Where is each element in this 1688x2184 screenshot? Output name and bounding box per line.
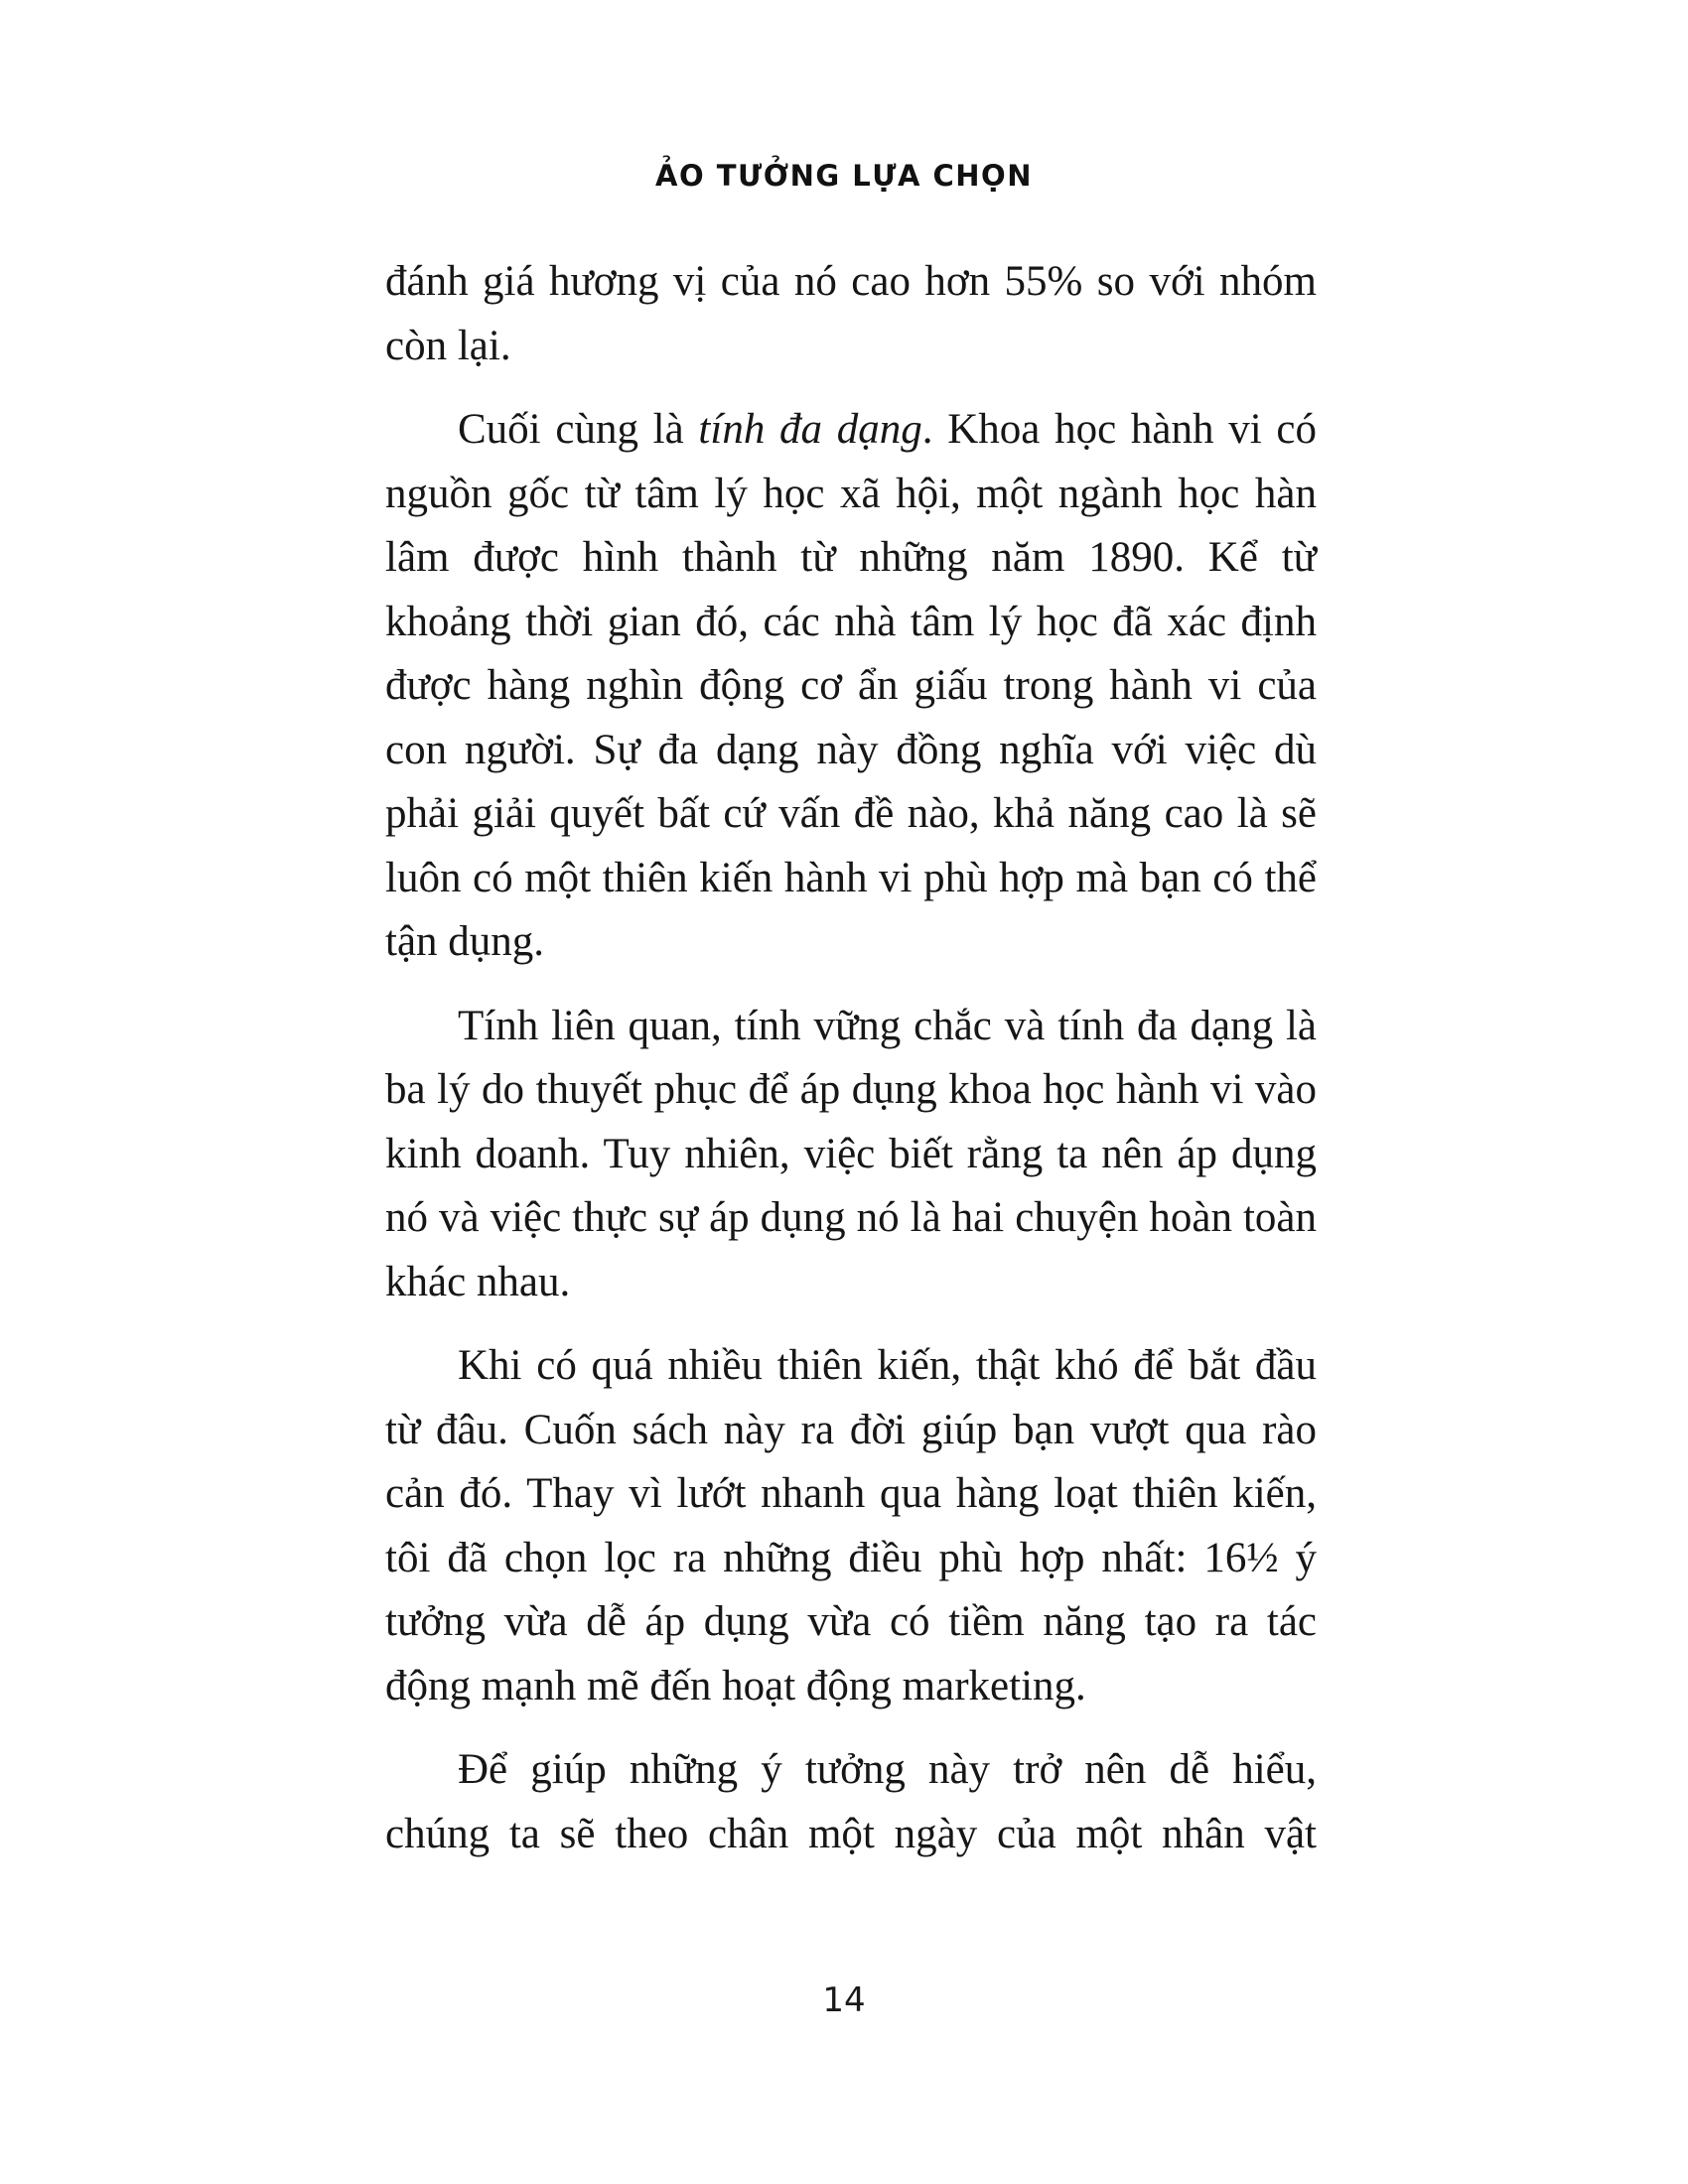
paragraph-book-purpose: Khi có quá nhiều thiên kiến, thật khó để bắt đầu từ đâu. Cuốn sách này ra đời giúp bạn vượt qua rào cản đó. Thay vì lướt nhanh qua hàng loạt thiên kiến, tôi đã chọn lọc ra những điều phù hợp nhất: 16½ ý tưởng vừa dễ áp dụng vừa có tiềm năng tạo ra tác động mạnh mẽ đến hoạt động marketing. [385,1342,1317,1709]
paragraph-diversity [385,398,1317,975]
running-header: ẢO TƯỞNG LỰA CHỌN [655,159,1033,193]
paragraph-reasons: Tính liên quan, tính vững chắc và tính đa dạng là ba lý do thuyết phục để áp dụng khoa học hành vi vào kinh doanh. Tuy nhiên, việc biết rằng ta nên áp dụng nó và việc thực sự áp dụng nó là hai chuyện hoàn toàn khác nhau. [385,1002,1317,1305]
paragraph-diversity-lead: Cuối cùng là [458,406,699,453]
paragraph-character-intro: Để giúp những ý tưởng này trở nên dễ hiểu, chúng ta sẽ theo chân một ngày của một nhân vật [385,1746,1317,1857]
body-text [385,250,1317,1886]
page-number: 14 [822,1980,866,2020]
paragraph-diversity-body: . Khoa học hành vi có nguồn gốc từ tâm lý học xã hội, một ngành học hàn lâm được hình thành từ những năm 1890. Kể từ khoảng thời gian đó, các nhà tâm lý học đã xác định được hàng nghìn động cơ ẩn giấu trong hành vi của con người. Sự đa dạng này đồng nghĩa với việc dù phải giải quyết bất cứ vấn đề nào, khả năng cao là sẽ luôn có một thiên kiến hành vi phù hợp mà bạn có thể tận dụng. [385,406,1317,965]
emphasis-term: tính đa dạng [698,406,922,453]
paragraph-continued: đánh giá hương vị của nó cao hơn 55% so với nhóm còn lại. [385,258,1317,369]
